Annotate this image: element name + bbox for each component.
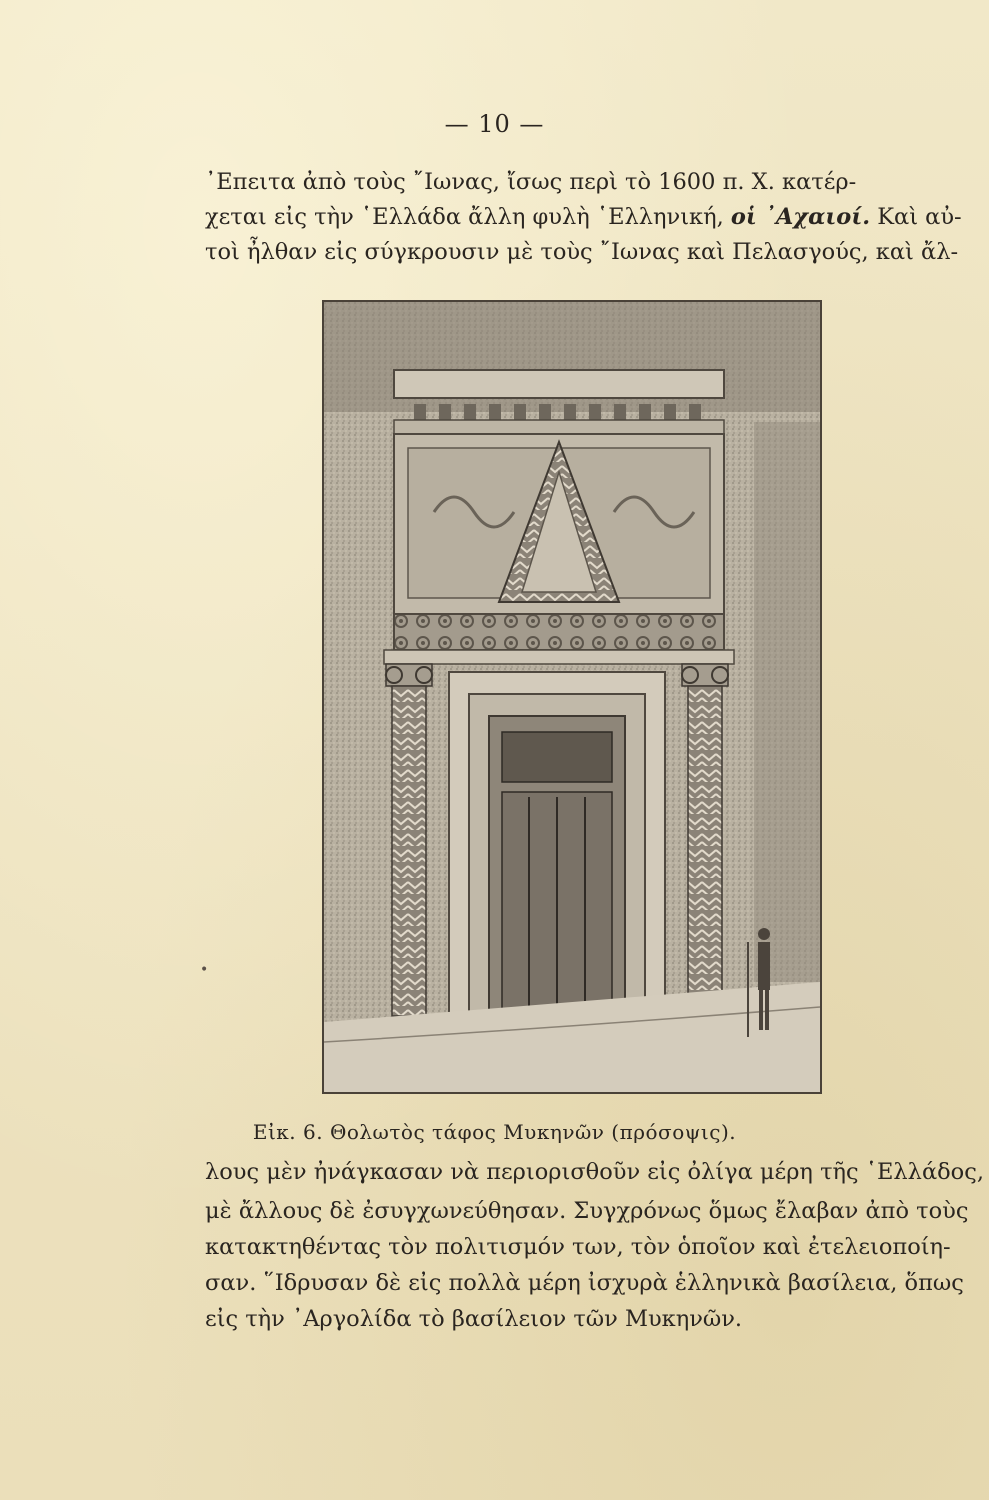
paragraph-line-5: μὲ ἄλλους δὲ ἐσυγχωνεύθησαν. Συγχρόνως ὅμως ἔλαβαν ἀπὸ τοὺς [205, 1198, 969, 1224]
tomb-facade-illustration [324, 302, 820, 1092]
page-number: — 10 — [444, 110, 545, 138]
tomb-facade-figure [322, 300, 822, 1094]
paragraph-line-8: εἰς τὴν ᾿Αργολίδα τὸ βασίλειον τῶν Μυκηνῶν. [205, 1306, 743, 1332]
paragraph-line-2-text: χεται εἰς τὴν ῾Ελλάδα ἄλλη φυλὴ ῾Ελληνική, [205, 204, 731, 230]
paragraph-line-7: σαν. ῞Ιδρυσαν δὲ εἰς πολλὰ μέρη ἰσχυρὰ ἑλληνικὰ βασίλεια, ὅπως [205, 1270, 964, 1296]
paragraph-line-4: λους μὲν ἠνάγκασαν νὰ περιορισθοῦν εἰς ὀλίγα μέρη τῆς ῾Ελλάδος, [205, 1159, 984, 1185]
paragraph-line-3: τοὶ ἦλθαν εἰς σύγκρουσιν μὲ τοὺς ῎Ιωνας καὶ Πελασγούς, καὶ ἄλ- [205, 239, 959, 265]
ink-speck: • [200, 962, 209, 978]
paragraph-line-2 [205, 203, 962, 231]
achaeans-emphasis: οἱ ᾿Αχαιοί. [730, 204, 871, 230]
paragraph-line-6: κατακτηθέντας τὸν πολιτισμόν των, τὸν ὁποῖον καὶ ἐτελειοποίη- [205, 1234, 951, 1260]
paragraph-line-2-end: Καὶ αὐ- [870, 204, 962, 230]
figure-caption: Εἰκ. 6. Θολωτὸς τάφος Μυκηνῶν (πρόσοψις). [252, 1120, 737, 1144]
paragraph-line-1: ᾿Επειτα ἀπὸ τοὺς ῎Ιωνας, ἴσως περὶ τὸ 1600 π. Χ. κατέρ- [205, 169, 857, 195]
